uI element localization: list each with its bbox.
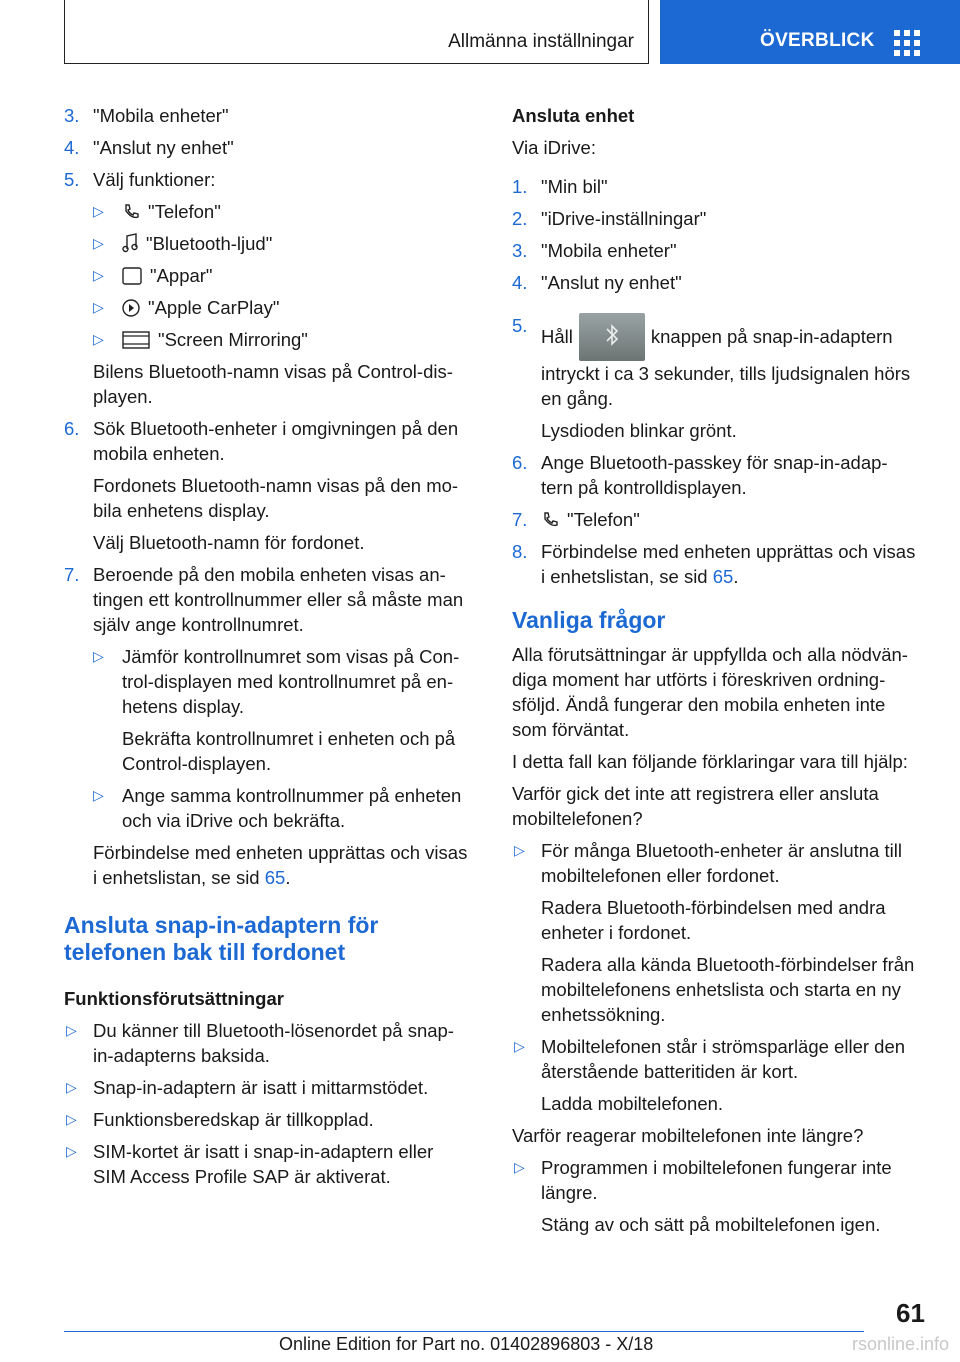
- overview-button[interactable]: [660, 0, 960, 64]
- step-5: 5. Välj funktioner:: [64, 169, 216, 190]
- step-3: 3. "Mobila enheter": [64, 105, 229, 126]
- faq-question-1: Varför gick det inte att registrera eller ansluta mobiltelefonen?: [512, 783, 879, 829]
- faq-answer-1-note-1: Radera Bluetooth-förbindelsen med andra enheter i fordonet.: [541, 897, 886, 943]
- footer-edition: Online Edition for Part no. 01402896803 - X/18: [279, 1334, 654, 1354]
- grid-icon: [894, 30, 920, 56]
- bluetooth-button-image: [579, 313, 645, 361]
- step-6-note-2: Välj Bluetooth-namn för fordonet.: [93, 532, 365, 553]
- right-step-7: 7. "Telefon": [512, 509, 640, 530]
- requirement-2: ▷ Snap-in-adaptern är isatt i mittarmstödet.: [66, 1077, 429, 1098]
- page-link-65[interactable]: 65: [712, 566, 734, 587]
- requirement-1: ▷ Du känner till Bluetooth-lösenordet på snap- in-adapterns baksida.: [66, 1020, 454, 1066]
- watermark: rsonline.info: [852, 1334, 950, 1354]
- step-6: 6. Sök Bluetooth-enheter i omgivningen på den mobila enheten.: [64, 418, 459, 464]
- screen-mirroring-icon: [122, 331, 150, 349]
- header-section-box: [64, 0, 649, 64]
- faq-hint: I detta fall kan följande förklaringar vara till hjälp:: [512, 751, 908, 772]
- bluetooth-icon: [579, 313, 645, 361]
- requirement-3: ▷ Funktionsberedskap är tillkopplad.: [66, 1109, 374, 1130]
- header-section-title: Allmänna inställningar: [448, 31, 634, 52]
- section-heading-snap-in: Ansluta snap-in-adaptern för telefonen bak till fordonet: [64, 912, 379, 965]
- faq-answer-2: ▷ Mobiltelefonen står i strömsparläge eller den återstående batteritiden är kort.: [514, 1036, 906, 1082]
- step-7-bullet-2: ▷ Ange samma kontrollnummer på enheten och via iDrive och bekräfta.: [93, 785, 462, 831]
- faq-intro: Alla förutsättningar är uppfyllda och alla nödvän- diga moment har utförts i föreskriven ordning- sföljd. Ändå fungerar den mobila enheten inte som förväntat.: [512, 644, 908, 740]
- step-6-note-1: Fordonets Bluetooth-namn visas på den mo- bila enhetens display.: [93, 475, 459, 521]
- phone-icon: [122, 203, 140, 221]
- right-step-3: 3. "Mobila enheter": [512, 240, 677, 261]
- step-4: 4. "Anslut ny enhet": [64, 137, 234, 158]
- phone-icon: [541, 511, 559, 529]
- page-link-65[interactable]: 65: [264, 867, 286, 888]
- requirement-4: ▷ SIM-kortet är isatt i snap-in-adaptern eller SIM Access Profile SAP är aktiverat.: [66, 1141, 434, 1187]
- function-bluetooth-audio: ▷ "Bluetooth-ljud": [93, 233, 273, 254]
- right-step-5-note: Lysdioden blinkar grönt.: [541, 420, 737, 441]
- right-step-2: 2. "iDrive-inställningar": [512, 208, 707, 229]
- right-column: [512, 103, 932, 1244]
- apps-icon: [122, 267, 142, 285]
- right-step-8: 8. Förbindelse med enheten upprättas och visas i enhetslistan, se sid 65.: [512, 541, 916, 587]
- carplay-icon: [122, 299, 140, 317]
- faq-question-2: Varför reagerar mobiltelefonen inte längre?: [512, 1125, 864, 1146]
- step-7-bullet-1-note: Bekräfta kontrollnumret i enheten och på Control-displayen.: [122, 728, 456, 774]
- subheading-requirements: Funktionsförutsättningar: [64, 988, 284, 1009]
- right-step-5: 5. Håll knappen på snap-in-adaptern intryckt i ca 3 sekunder, tills ljudsignalen hörs en gång.: [512, 315, 911, 409]
- function-screen-mirroring: ▷ "Screen Mirroring": [93, 329, 308, 350]
- overview-label: ÖVERBLICK: [760, 30, 875, 51]
- music-note-icon: [122, 233, 138, 253]
- faq-answer-3-note: Stäng av och sätt på mobiltelefonen igen.: [541, 1214, 881, 1235]
- right-step-1: 1. "Min bil": [512, 176, 608, 197]
- step-5-note: Bilens Bluetooth-namn visas på Control-dis- playen.: [93, 361, 453, 407]
- step-7-result: Förbindelse med enheten upprättas och visas i enhetslistan, se sid 65.: [93, 842, 468, 888]
- section-heading-faq: Vanliga frågor: [512, 607, 666, 633]
- faq-answer-2-note: Ladda mobiltelefonen.: [541, 1093, 724, 1114]
- step-7: 7. Beroende på den mobila enheten visas an- tingen ett kontrollnummer eller så måste man själv ange kontrollnumret.: [64, 564, 464, 635]
- function-apps: ▷ "Appar": [93, 265, 213, 286]
- faq-answer-3: ▷ Programmen i mobiltelefonen fungerar inte längre.: [514, 1157, 892, 1203]
- faq-answer-1: ▷ För många Bluetooth-enheter är anslutna till mobiltelefonen eller fordonet.: [514, 840, 902, 886]
- function-telefon: ▷ "Telefon": [93, 201, 221, 222]
- via-idrive: Via iDrive:: [512, 137, 596, 158]
- function-carplay: ▷ "Apple CarPlay": [93, 297, 280, 318]
- footer-divider: [64, 1331, 864, 1332]
- faq-answer-1-note-2: Radera alla kända Bluetooth-förbindelser från mobiltelefonens enhetslista och starta en ny enhetssökning.: [541, 954, 915, 1025]
- right-step-4: 4. "Anslut ny enhet": [512, 272, 682, 293]
- step-7-bullet-1: ▷ Jämför kontrollnumret som visas på Con- trol-displayen med kontrollnumret på en- hetens display.: [93, 646, 460, 717]
- page-number: 61: [896, 1298, 925, 1328]
- subheading-connect-device: Ansluta enhet: [512, 105, 635, 126]
- right-step-6: 6. Ange Bluetooth-passkey för snap-in-adap- tern på kontrolldisplayen.: [512, 452, 888, 498]
- left-column: [64, 103, 484, 1196]
